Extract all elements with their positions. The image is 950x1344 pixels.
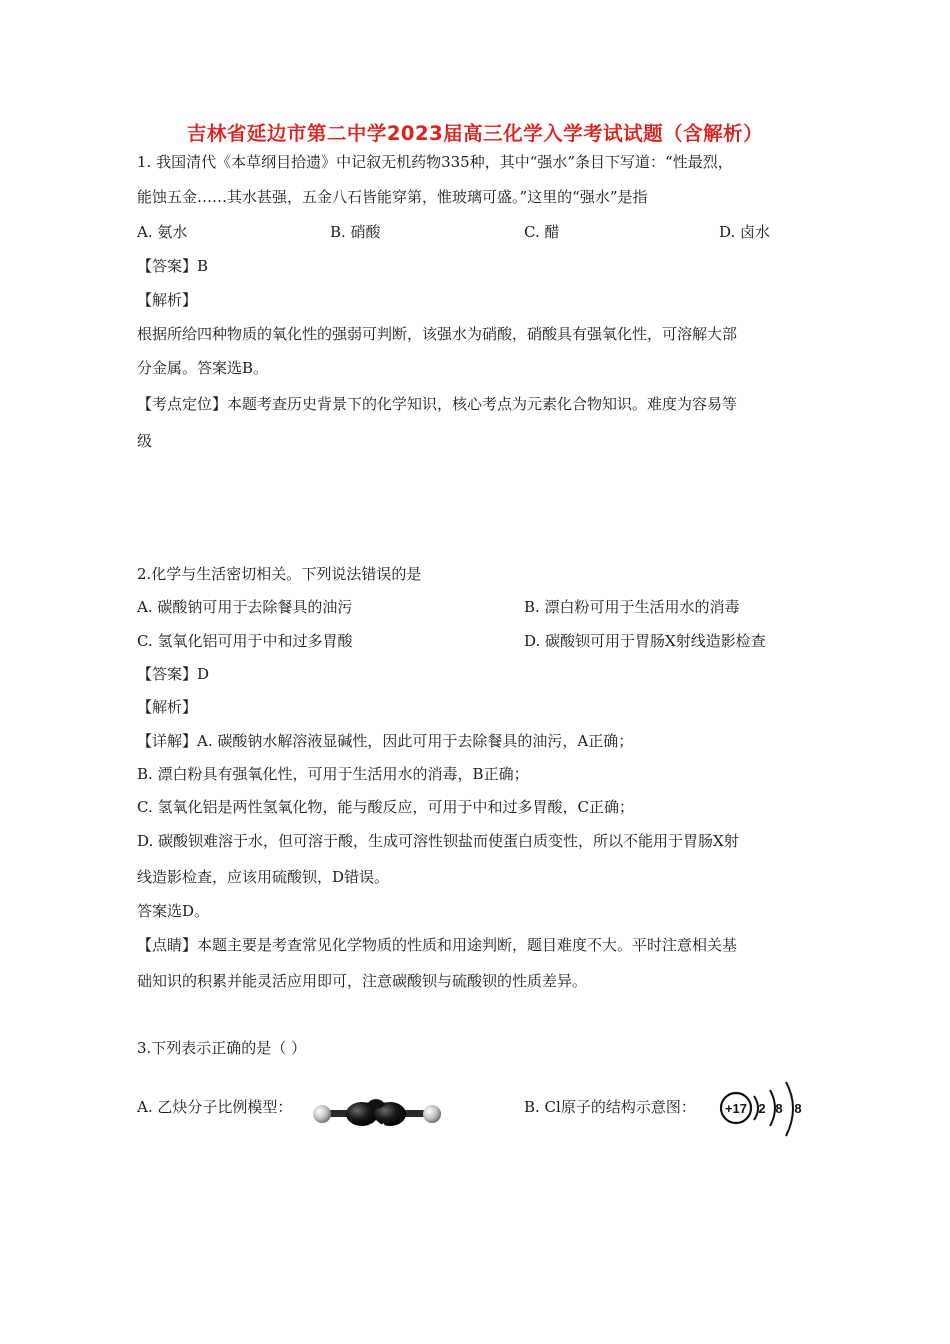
- q1-point-line2: 级: [137, 432, 153, 450]
- cl-shell-3-electrons: 8: [794, 1101, 802, 1116]
- q1-analysis-line2: 分金属。答案选B。: [137, 359, 269, 377]
- q2-detail-b: B. 漂白粉具有强氧化性，可用于生活用水的消毒，B正确；: [137, 765, 529, 783]
- q1-option-b: B. 硝酸: [330, 223, 381, 241]
- q1-analysis-line1: 根据所给四种物质的氧化性的强弱可判断，该强水为硝酸，硝酸具有强氧化性，可溶解大部: [137, 325, 738, 343]
- q1-point-line1: 【考点定位】本题考查历史背景下的化学知识，核心考点为元素化合物知识。难度为容易等: [137, 395, 738, 413]
- q1-option-a: A. 氨水: [137, 223, 188, 241]
- q2-comment-line2: 础知识的积累并能灵活应用即可，注意碳酸钡与硫酸钡的性质差异。: [137, 972, 588, 990]
- cl-atom-structure-diagram: [718, 1078, 808, 1142]
- page-title: 吉林省延边市第二中学2023届高三化学入学考试试题（含解析）: [186, 122, 764, 145]
- q1-stem-line2: 能蚀五金……其水甚强，五金八石皆能穿第，惟玻璃可盛。”这里的“强水”是指: [137, 188, 648, 206]
- q2-detail-c: C. 氢氧化铝是两性氢氧化物，能与酸反应，可用于中和过多胃酸，C正确；: [137, 798, 634, 816]
- cl-shell-1-electrons: 2: [758, 1101, 766, 1116]
- q2-choose: 答案选D。: [137, 902, 210, 920]
- q2-detail-a: 【详解】A. 碳酸钠水解溶液显碱性，因此可用于去除餐具的油污，A正确；: [137, 732, 634, 750]
- q3-stem: 3.下列表示正确的是（ ）: [137, 1039, 307, 1057]
- q3-option-a: A. 乙炔分子比例模型：: [137, 1098, 293, 1116]
- q3-option-b: B. Cl原子的结构示意图：: [524, 1098, 696, 1116]
- q2-analysis-label: 【解析】: [137, 698, 198, 716]
- cl-shell-2-electrons: 8: [775, 1101, 783, 1116]
- q2-option-d: D. 碳酸钡可用于胃肠X射线造影检查: [524, 632, 766, 650]
- cl-nucleus-charge: +17: [724, 1101, 748, 1116]
- q1-answer: 【答案】B: [137, 257, 209, 275]
- q2-answer: 【答案】D: [137, 665, 210, 683]
- q2-detail-d-line2: 线造影检查，应该用硫酸钡，D错误。: [137, 868, 390, 886]
- q1-analysis-label: 【解析】: [137, 291, 198, 309]
- q1-stem-line1: 1. 我国清代《本草纲目拾遗》中记叙无机药物335种，其中“强水”条目下写道：“性最烈，: [137, 153, 733, 171]
- q2-stem: 2.化学与生活密切相关。下列说法错误的是: [137, 565, 422, 583]
- q1-option-d: D. 卤水: [719, 223, 771, 241]
- acetylene-model-image: [310, 1088, 445, 1138]
- q1-option-c: C. 醋: [524, 223, 560, 241]
- q2-option-b: B. 漂白粉可用于生活用水的消毒: [524, 598, 740, 616]
- q2-comment-line1: 【点睛】本题主要是考查常见化学物质的性质和用途判断，题目难度不大。平时注意相关基: [137, 936, 738, 954]
- q2-option-a: A. 碳酸钠可用于去除餐具的油污: [137, 598, 353, 616]
- q2-detail-d-line1: D. 碳酸钡难溶于水，但可溶于酸，生成可溶性钡盐而使蛋白质变性，所以不能用于胃肠X射: [137, 832, 739, 850]
- q2-option-c: C. 氢氧化铝可用于中和过多胃酸: [137, 632, 353, 650]
